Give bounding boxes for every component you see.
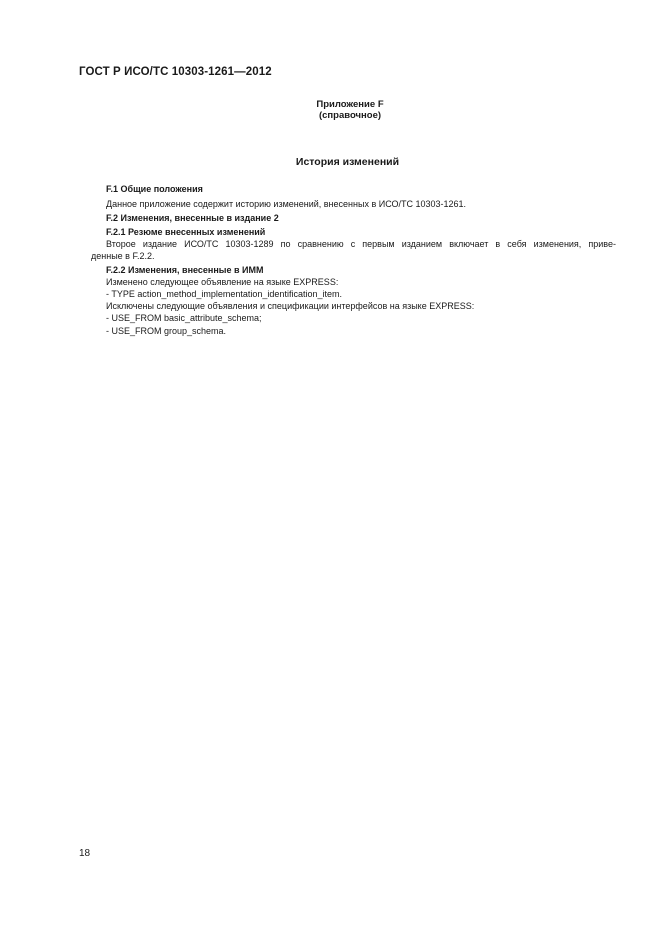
annex-title: Приложение F bbox=[316, 99, 384, 110]
section-f21-text-line2: денные в F.2.2. bbox=[91, 251, 155, 261]
section-f2-title: F.2 Изменения, внесенные в издание 2 bbox=[106, 213, 279, 223]
annex-type: (справочное) bbox=[318, 110, 382, 121]
section-f21-title: F.2.1 Резюме внесенных изменений bbox=[106, 227, 266, 237]
section-f22-title: F.2.2 Изменения, внесенные в ИММ bbox=[106, 265, 264, 275]
section-f22-changed-text: Изменено следующее объявление на языке EXPRESS: bbox=[106, 277, 339, 287]
section-f22-changed-item: - TYPE action_method_implementation_identification_item. bbox=[106, 289, 342, 299]
section-f22-removed-item-1: - USE_FROM basic_attribute_schema; bbox=[106, 313, 262, 323]
section-f22-removed-item-2: - USE_FROM group_schema. bbox=[106, 326, 227, 336]
annex-heading: История изменений bbox=[295, 156, 400, 168]
section-f1-text: Данное приложение содержит историю изменений, внесенных в ИСО/ТС 10303-1261. bbox=[106, 199, 467, 209]
standard-designation: ГОСТ Р ИСО/ТС 10303-1261—2012 bbox=[79, 66, 272, 78]
page-number: 18 bbox=[79, 848, 91, 859]
section-f21-text-line1: Второе издание ИСО/ТС 10303-1289 по сравнению с первым изданием включает в себя изменения, приве- bbox=[106, 239, 616, 249]
section-f22-removed-text: Исключены следующие объявления и спецификации интерфейсов на языке EXPRESS: bbox=[106, 301, 475, 311]
section-f1-title: F.1 Общие положения bbox=[106, 184, 203, 194]
